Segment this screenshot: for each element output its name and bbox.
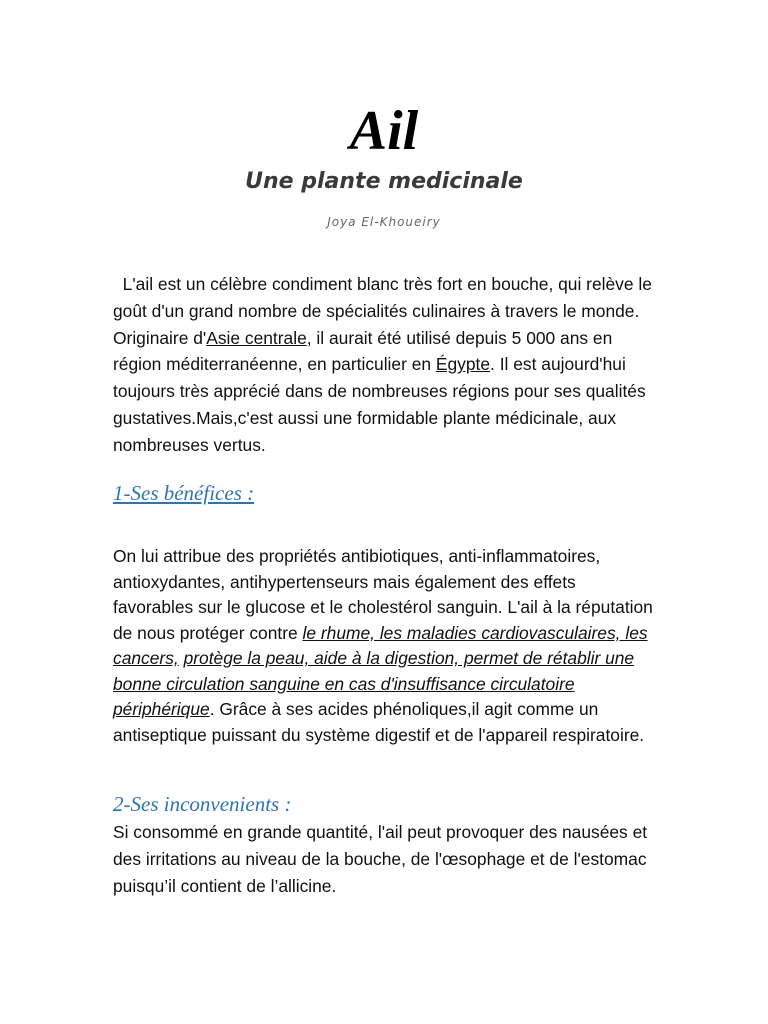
- link-egypte[interactable]: Égypte: [435, 354, 491, 375]
- document-author: Joya El-Khoueiry: [327, 215, 441, 229]
- drawbacks-paragraph: Si consommé en grande quantité, l'ail peut provoquer des nausées et des irritations au niveau de la bouche, de l'œsophage et de l'estomac puisqu’il contient de l’allicine.: [113, 822, 648, 896]
- intro-text-3: . Il est aujourd'hui toujours très apprécié dans de nombreuses régions pour ses qualités gustatives.Mais,c'est aussi une formidable plante médicinale, aux nombreuses vertus.: [113, 354, 651, 455]
- link-asie-centrale[interactable]: Asie centrale: [206, 327, 307, 348]
- benefits-emphasis-1: le rhume, les maladies cardiovasculaires, les cancers,: [113, 622, 648, 668]
- benefits-text-2: . Grâce à ses acides phénoliques,il agit comme un antiseptique puissant du système digestif et de l'appareil respiratoire.: [113, 699, 645, 745]
- section-heading-benefits: 1-Ses bénéfices :: [113, 481, 255, 505]
- intro-text-2: , il aurait été utilisé depuis 5 000 ans en région méditerranéenne, en particulier en: [113, 327, 618, 375]
- benefits-emphasis-2: protège la peau, aide à la digestion, permet de rétablir une bonne circulation sanguine en cas d'insuffisance circulatoire périphérique: [113, 648, 635, 719]
- document-subtitle: Une plante medicinale: [245, 169, 523, 194]
- intro-paragraph: [113, 271, 658, 459]
- intro-text-1: L'ail est un célèbre condiment blanc très fort en bouche, qui relève le goût d'un grand nombre de spécialités culinaires à travers le monde. Originaire d': [113, 274, 657, 348]
- benefits-paragraph: [113, 544, 658, 748]
- benefits-text-1: On lui attribue des propriétés antibiotiques, anti-inflammatoires, antioxydantes, antihypertenseurs mais également des effets favorables sur le glucose et le cholestérol sanguin. L'ail à la réputation de nous protéger contre: [113, 546, 653, 643]
- section-heading-drawbacks: 2-Ses inconvenients :: [113, 792, 292, 816]
- document-title: Ail: [349, 100, 419, 162]
